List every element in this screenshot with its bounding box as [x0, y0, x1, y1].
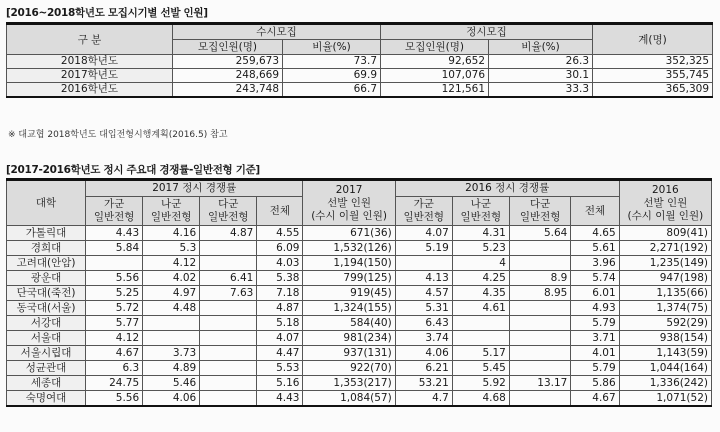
cell-t: 5.18 [257, 316, 303, 331]
cell-t2: 4.01 [571, 346, 619, 361]
cell-susi-r: 69.9 [283, 69, 381, 83]
cell-s2: 1,071(52) [619, 391, 711, 407]
header-total-2017: 전체 [257, 197, 303, 226]
cell-t2: 4.93 [571, 301, 619, 316]
cell-t2: 3.96 [571, 256, 619, 271]
cell-t2: 6.01 [571, 286, 619, 301]
cell-a2: 3.74 [395, 331, 452, 346]
cell-c2 [509, 346, 570, 361]
cell-year: 2016학년도 [7, 83, 173, 98]
header-ga-2017: 가군 일반전형 [86, 197, 143, 226]
table1-title: [ 2016~2018학년도 모집시기별 선발 인원 ] [6, 5, 208, 20]
cell-name: 성균관대 [7, 361, 86, 376]
header-selection-2016-label: 선발 인원 [643, 196, 688, 209]
cell-c2: 8.9 [509, 271, 570, 286]
cell-a: 24.75 [86, 376, 143, 391]
cell-s2: 1,235(149) [619, 256, 711, 271]
header-total: 계(명) [593, 24, 713, 55]
cell-c2 [509, 241, 570, 256]
cell-t: 7.18 [257, 286, 303, 301]
cell-s2: 1,044(164) [619, 361, 711, 376]
cell-s2: 1,336(242) [619, 376, 711, 391]
cell-a2: 5.31 [395, 301, 452, 316]
cell-name: 세종대 [7, 376, 86, 391]
table-row [7, 376, 712, 391]
table-row [7, 256, 712, 271]
cell-t2: 4.67 [571, 391, 619, 407]
cell-a2 [395, 256, 452, 271]
cell-c [200, 316, 257, 331]
header-2017-group: 2017 정시 경쟁률 [86, 180, 303, 197]
cell-a: 5.25 [86, 286, 143, 301]
cell-name: 서울대 [7, 331, 86, 346]
cell-t2: 5.61 [571, 241, 619, 256]
header-selection-2017-year: 2017 [335, 183, 363, 196]
table-row [7, 331, 712, 346]
cell-c: 7.63 [200, 286, 257, 301]
table-row [7, 271, 712, 286]
table-row [7, 69, 713, 83]
header-univ: 대학 [7, 180, 86, 226]
cell-c2: 8.95 [509, 286, 570, 301]
header-category: 구 분 [7, 24, 173, 55]
cell-t: 5.53 [257, 361, 303, 376]
cell-b: 4.89 [143, 361, 200, 376]
cell-c2 [509, 256, 570, 271]
cell-jeong-n: 107,076 [381, 69, 489, 83]
cell-jeong-n: 92,652 [381, 55, 489, 69]
cell-b: 5.3 [143, 241, 200, 256]
cell-t: 4.47 [257, 346, 303, 361]
cell-b: 4.12 [143, 256, 200, 271]
table-row [7, 226, 712, 241]
cell-s: 981(234) [303, 331, 395, 346]
cell-t: 4.87 [257, 301, 303, 316]
cell-b: 4.16 [143, 226, 200, 241]
cell-s2: 1,374(75) [619, 301, 711, 316]
cell-jeong-r: 33.3 [489, 83, 593, 98]
cell-c2 [509, 301, 570, 316]
cell-t: 4.55 [257, 226, 303, 241]
cell-a: 6.3 [86, 361, 143, 376]
cell-t: 6.09 [257, 241, 303, 256]
cell-b2 [452, 316, 509, 331]
cell-s: 1,532(126) [303, 241, 395, 256]
cell-name: 서강대 [7, 316, 86, 331]
cell-s: 922(70) [303, 361, 395, 376]
header-ga-2016: 가군 일반전형 [395, 197, 452, 226]
table-row [7, 241, 712, 256]
competition-table [6, 178, 712, 407]
cell-c [200, 346, 257, 361]
header-susi-count: 모집인원(명) [173, 40, 283, 55]
cell-c [200, 361, 257, 376]
cell-c2: 5.64 [509, 226, 570, 241]
header-selection-2016-year: 2016 [651, 183, 679, 196]
cell-t: 4.03 [257, 256, 303, 271]
cell-b: 5.46 [143, 376, 200, 391]
cell-c [200, 301, 257, 316]
cell-name: 가톨릭대 [7, 226, 86, 241]
cell-s: 1,194(150) [303, 256, 395, 271]
cell-s2: 1,135(66) [619, 286, 711, 301]
cell-c [200, 376, 257, 391]
table-row [7, 391, 712, 407]
cell-name: 동국대(서울) [7, 301, 86, 316]
header-2016-group: 2016 정시 경쟁률 [395, 180, 619, 197]
cell-a: 4.43 [86, 226, 143, 241]
cell-a2: 53.21 [395, 376, 452, 391]
table-row [7, 316, 712, 331]
header-selection-2016 [619, 180, 711, 226]
cell-susi-n: 243,748 [173, 83, 283, 98]
cell-b2: 5.92 [452, 376, 509, 391]
cell-t2: 5.86 [571, 376, 619, 391]
table1-note: ※ 대교협 2018학년도 대입전형시행계획(2016.5) 참고 [8, 130, 228, 140]
cell-a: 5.84 [86, 241, 143, 256]
cell-name: 고려대(안암) [7, 256, 86, 271]
cell-susi-r: 66.7 [283, 83, 381, 98]
cell-s2: 1,143(59) [619, 346, 711, 361]
cell-b2: 5.45 [452, 361, 509, 376]
cell-total: 352,325 [593, 55, 713, 69]
cell-b [143, 331, 200, 346]
cell-c [200, 256, 257, 271]
header-selection-2017-sub: (수시 이월 인원) [311, 209, 387, 222]
cell-jeong-n: 121,561 [381, 83, 489, 98]
cell-b: 4.97 [143, 286, 200, 301]
cell-a2: 5.19 [395, 241, 452, 256]
cell-c2 [509, 316, 570, 331]
cell-b: 4.02 [143, 271, 200, 286]
cell-t: 5.16 [257, 376, 303, 391]
cell-a2: 4.57 [395, 286, 452, 301]
cell-c: 4.87 [200, 226, 257, 241]
header-selection-2016-sub: (수시 이월 인원) [627, 209, 704, 222]
table2-title: [ 2017-2016학년도 정시 주요대 경쟁률-일반전형 기준 ] [6, 162, 260, 177]
table-row [7, 55, 713, 69]
cell-susi-r: 73.7 [283, 55, 381, 69]
cell-t2: 5.79 [571, 316, 619, 331]
cell-c [200, 391, 257, 407]
table-row [7, 346, 712, 361]
cell-b2: 4.35 [452, 286, 509, 301]
cell-s: 1,084(57) [303, 391, 395, 407]
cell-a2: 4.13 [395, 271, 452, 286]
cell-s2: 938(154) [619, 331, 711, 346]
cell-t: 4.43 [257, 391, 303, 407]
cell-s: 584(40) [303, 316, 395, 331]
cell-total: 355,745 [593, 69, 713, 83]
cell-b2 [452, 331, 509, 346]
cell-c2 [509, 391, 570, 407]
cell-a: 5.56 [86, 271, 143, 286]
cell-t2: 5.79 [571, 361, 619, 376]
header-jeongsi-ratio: 비율(%) [489, 40, 593, 55]
cell-year: 2017학년도 [7, 69, 173, 83]
cell-a2: 6.21 [395, 361, 452, 376]
cell-year: 2018학년도 [7, 55, 173, 69]
header-susi-ratio: 비율(%) [283, 40, 381, 55]
cell-a2: 6.43 [395, 316, 452, 331]
cell-a: 5.56 [86, 391, 143, 407]
cell-t2: 3.71 [571, 331, 619, 346]
cell-b2: 5.17 [452, 346, 509, 361]
table-row [7, 301, 712, 316]
cell-b2: 4.68 [452, 391, 509, 407]
cell-t: 5.38 [257, 271, 303, 286]
cell-susi-n: 248,669 [173, 69, 283, 83]
header-jeongsi-count: 모집인원(명) [381, 40, 489, 55]
table-row [7, 361, 712, 376]
cell-name: 단국대(죽전) [7, 286, 86, 301]
table-row [7, 286, 712, 301]
cell-susi-n: 259,673 [173, 55, 283, 69]
cell-s2: 809(41) [619, 226, 711, 241]
cell-s: 1,353(217) [303, 376, 395, 391]
cell-b2: 4.61 [452, 301, 509, 316]
cell-c: 6.41 [200, 271, 257, 286]
cell-b [143, 316, 200, 331]
cell-t: 4.07 [257, 331, 303, 346]
cell-b: 3.73 [143, 346, 200, 361]
cell-name: 경희대 [7, 241, 86, 256]
header-da-2016: 다군 일반전형 [509, 197, 570, 226]
cell-a: 5.72 [86, 301, 143, 316]
cell-jeong-r: 26.3 [489, 55, 593, 69]
recruitment-table [6, 22, 713, 98]
cell-a2: 4.06 [395, 346, 452, 361]
cell-b2: 4.31 [452, 226, 509, 241]
cell-b2: 4.25 [452, 271, 509, 286]
cell-t2: 5.74 [571, 271, 619, 286]
cell-b2: 4 [452, 256, 509, 271]
cell-s: 799(125) [303, 271, 395, 286]
cell-t2: 4.65 [571, 226, 619, 241]
cell-c2 [509, 361, 570, 376]
cell-s: 671(36) [303, 226, 395, 241]
cell-s: 937(131) [303, 346, 395, 361]
cell-c [200, 331, 257, 346]
cell-s2: 2,271(192) [619, 241, 711, 256]
header-susi: 수시모집 [173, 24, 381, 40]
header-selection-2017 [303, 180, 395, 226]
header-selection-2017-label: 선발 인원 [327, 196, 372, 209]
header-da-2017: 다군 일반전형 [200, 197, 257, 226]
header-jeongsi: 정시모집 [381, 24, 593, 40]
cell-b: 4.48 [143, 301, 200, 316]
cell-jeong-r: 30.1 [489, 69, 593, 83]
header-na-2016: 나군 일반전형 [452, 197, 509, 226]
cell-a2: 4.07 [395, 226, 452, 241]
cell-name: 숙명여대 [7, 391, 86, 407]
cell-a: 4.12 [86, 331, 143, 346]
cell-a [86, 256, 143, 271]
cell-b: 4.06 [143, 391, 200, 407]
cell-name: 서울시립대 [7, 346, 86, 361]
cell-total: 365,309 [593, 83, 713, 98]
cell-s2: 947(198) [619, 271, 711, 286]
cell-a2: 4.7 [395, 391, 452, 407]
cell-c2 [509, 331, 570, 346]
cell-s: 1,324(155) [303, 301, 395, 316]
cell-c [200, 241, 257, 256]
cell-c2: 13.17 [509, 376, 570, 391]
cell-s2: 592(29) [619, 316, 711, 331]
header-total-2016: 전체 [571, 197, 619, 226]
cell-name: 광운대 [7, 271, 86, 286]
header-na-2017: 나군 일반전형 [143, 197, 200, 226]
cell-a: 4.67 [86, 346, 143, 361]
cell-b2: 5.23 [452, 241, 509, 256]
cell-a: 5.77 [86, 316, 143, 331]
table-row [7, 83, 713, 98]
cell-s: 919(45) [303, 286, 395, 301]
